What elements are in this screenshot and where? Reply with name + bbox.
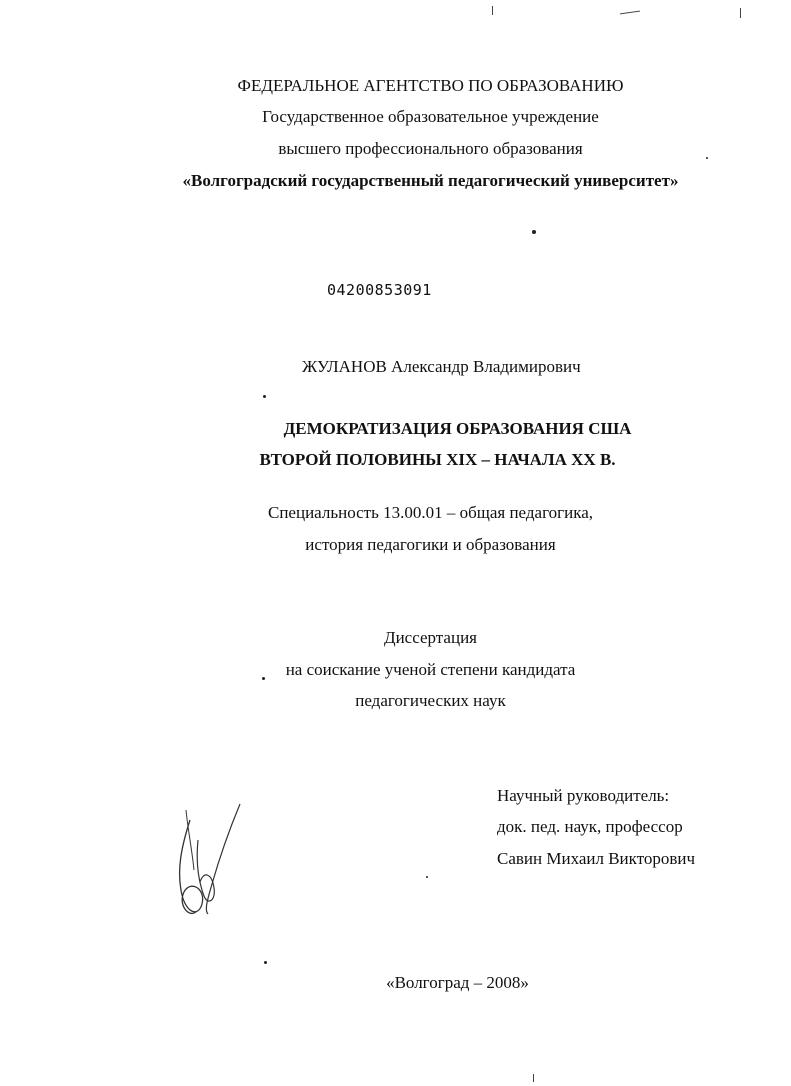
institution-line-1: Государственное образовательное учреждение: [262, 107, 599, 126]
degree-line: на соискание ученой степени кандидата: [285, 660, 576, 679]
place-and-year: «Волгоград – 2008»: [386, 973, 529, 992]
scan-speck: [263, 395, 266, 398]
degree-field: педагогических наук: [355, 691, 506, 710]
supervisor-name: Савин Михаил Викторович: [497, 849, 696, 868]
university-name: «Волгоградский государственный педагогический университет»: [182, 171, 679, 190]
specialty-line-2: история педагогики и образования: [305, 535, 556, 554]
scan-mark: [492, 6, 493, 15]
dissertation-title-line-1: ДЕМОКРАТИЗАЦИЯ ОБРАЗОВАНИЯ США: [283, 419, 632, 438]
author-signature: [168, 800, 248, 922]
agency-name: ФЕДЕРАЛЬНОЕ АГЕНТСТВО ПО ОБРАЗОВАНИЮ: [237, 76, 624, 95]
specialty-line-1: Специальность 13.00.01 – общая педагогика,: [268, 503, 593, 522]
institution-line-2: высшего профессионального образования: [278, 139, 583, 158]
scan-speck: [532, 230, 536, 234]
supervisor-label: Научный руководитель:: [497, 786, 670, 805]
catalog-number: 04200853091: [327, 281, 432, 299]
scan-mark: [740, 8, 741, 18]
scan-speck: [262, 677, 265, 680]
scan-speck: [426, 876, 428, 878]
scan-speck: [706, 157, 708, 159]
author-name: ЖУЛАНОВ Александр Владимирович: [302, 357, 581, 376]
supervisor-credentials: док. пед. наук, профессор: [497, 817, 683, 836]
scan-speck: [264, 961, 267, 964]
scan-mark: [533, 1074, 534, 1082]
scan-mark: [620, 11, 640, 15]
document-type: Диссертация: [383, 628, 477, 647]
dissertation-title-line-2: ВТОРОЙ ПОЛОВИНЫ XIX – НАЧАЛА XX В.: [259, 450, 616, 469]
